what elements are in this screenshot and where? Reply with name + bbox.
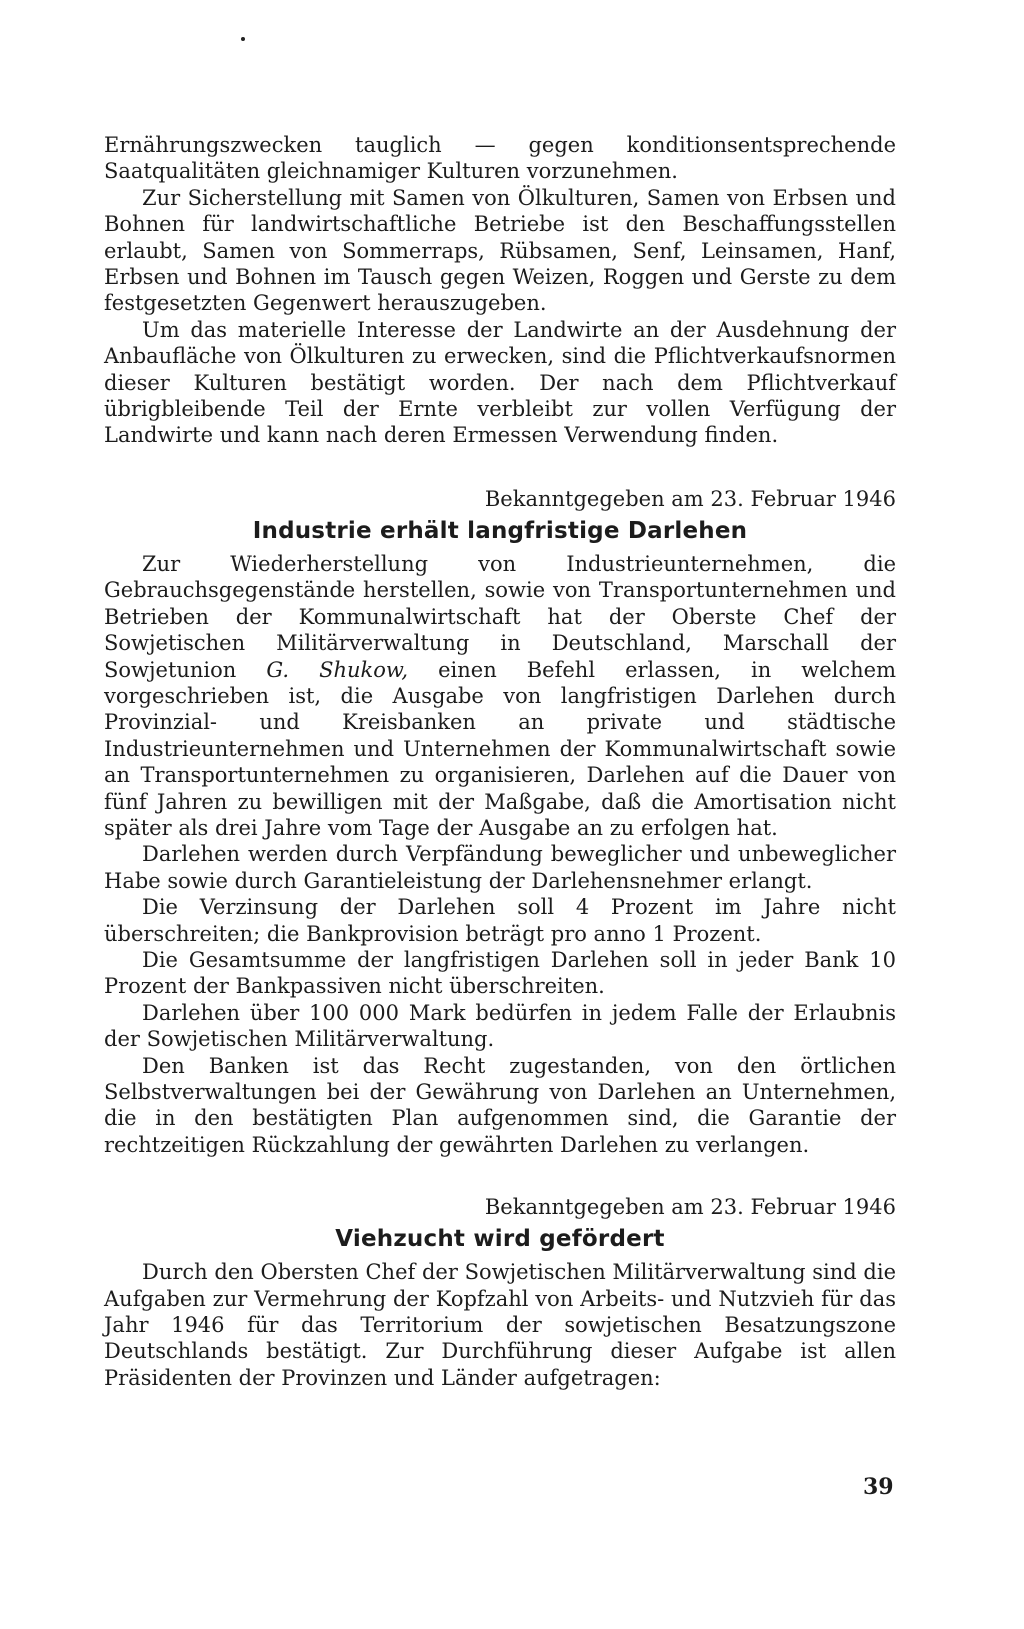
person-name: G. Shukow,	[266, 657, 409, 682]
continuation-paragraph-3: Um das materielle Interesse der Landwirte an der Ausdehnung der Anbaufläche von Ölkulturen zu erwecken, sind die Pflichtverkaufsnormen dieser Kulturen bestätigt worden. Der nach dem Pflichtverkauf übrigbleibende Teil der Ernte verbleibt zur vollen Verfügung der Landwirte und kann nach deren Ermessen Verwendung finden.	[104, 317, 896, 448]
industrie-paragraph-1-text-b: einen Befehl erlassen, in welchem vorgeschrieben ist, die Ausgabe von langfristigen Darlehen durch Provinzial- und Kreisbanken an private und städtische Industrieunternehmen und Unternehmen der Kommunalwirtschaft sowie an Transportunternehmen zu organisieren, Darlehen auf die Dauer von fünf Jahren zu bewilligen mit der Maßgabe, daß die Amortisation nicht später als drei Jahre vom Tage der Ausgabe an zu erfolgen hat.	[104, 657, 897, 840]
scan-speck	[241, 37, 245, 41]
section-title-viehzucht: Viehzucht wird gefördert	[335, 1226, 665, 1253]
industrie-paragraph-2: Darlehen werden durch Verpfändung beweglicher und unbeweglicher Habe sowie durch Garantieleistung der Darlehensnehmer erlangt.	[104, 842, 896, 893]
industrie-paragraph-5: Darlehen über 100 000 Mark bedürfen in jedem Falle der Erlaubnis der Sowjetischen Militärverwaltung.	[104, 1000, 896, 1052]
announcement-date-1: Bekanntgegeben am 23. Februar 1946	[484, 486, 896, 511]
industrie-paragraph-6: Den Banken ist das Recht zugestanden, von den örtlichen Selbstverwaltungen bei der Gewährung von Darlehen an Unternehmen, die in den bestätigten Plan aufgenommen sind, die Garantie der rechtzeitigen Rückzahlung der gewährten Darlehen zu verlangen.	[104, 1053, 896, 1157]
continuation-paragraph-1: Ernährungszwecken tauglich — gegen konditionsentsprechende Saatqualitäten gleichnamiger Kulturen vorzunehmen.	[104, 133, 896, 184]
industrie-paragraph-1-text-a: Zur Wiederherstellung von Industrieunternehmen, die Gebrauchsgegenstände herstellen, sowie von Transportunternehmen und Betrieben der Kommunalwirtschaft hat der Oberste Chef der Sowjetischen Militärverwaltung in Deutschland, Marschall der Sowjetunion	[104, 551, 896, 682]
industrie-paragraph-1	[104, 551, 896, 841]
page-number: 39	[863, 1474, 894, 1500]
announcement-date-2: Bekanntgegeben am 23. Februar 1946	[484, 1195, 896, 1220]
document-page	[104, 132, 896, 1391]
industrie-paragraph-4: Die Gesamtsumme der langfristigen Darlehen soll in jeder Bank 10 Prozent der Bankpassiven nicht überschreiten.	[104, 947, 896, 999]
section-title-industrie: Industrie erhält langfristige Darlehen	[252, 517, 748, 544]
continuation-paragraph-2: Zur Sicherstellung mit Samen von Ölkulturen, Samen von Erbsen und Bohnen für landwirtschaftliche Betriebe ist den Beschaffungsstellen erlaubt, Samen von Sommerraps, Rübsamen, Senf, Leinsamen, Hanf, Erbsen und Bohnen im Tausch gegen Weizen, Roggen und Gerste zu dem festgesetzten Gegenwert herauszugeben.	[104, 185, 896, 316]
industrie-paragraph-3: Die Verzinsung der Darlehen soll 4 Prozent im Jahre nicht überschreiten; die Bankprovision beträgt pro anno 1 Prozent.	[104, 895, 896, 946]
viehzucht-paragraph-1: Durch den Obersten Chef der Sowjetischen Militärverwaltung sind die Aufgaben zur Vermehrung der Kopfzahl von Arbeits- und Nutzvieh für das Jahr 1946 für das Territorium der sowjetischen Besatzungszone Deutschlands bestätigt. Zur Durchführung dieser Aufgabe ist allen Präsidenten der Provinzen und Länder aufgetragen:	[104, 1260, 896, 1390]
